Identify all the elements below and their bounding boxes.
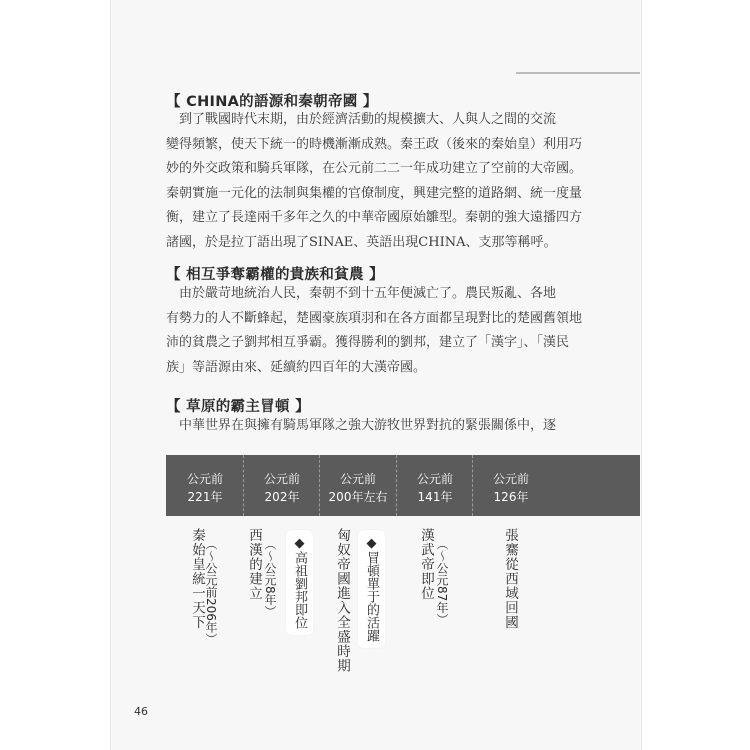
era-label: 公元前 bbox=[186, 472, 223, 486]
body-line: 族」等語源由來、延續約四百年的大漢帝國。 bbox=[166, 359, 427, 375]
page-number: 46 bbox=[134, 705, 148, 718]
era-year: 126年 bbox=[493, 490, 529, 504]
top-rule bbox=[516, 72, 640, 74]
era-year: 141年 bbox=[417, 490, 453, 504]
event-modu-card: ◆冒頓單于的活躍 bbox=[358, 530, 385, 648]
body-line: 到了戰國時代末期，由於經濟活動的規模擴大、人與人之間的交流 bbox=[166, 112, 557, 127]
era-221bc bbox=[166, 455, 244, 516]
era-202bc bbox=[243, 455, 321, 516]
event-western-han: 西漢的建立 bbox=[246, 528, 262, 601]
era-200bc bbox=[319, 455, 397, 516]
era-126bc bbox=[472, 455, 550, 516]
body-line: 妙的外交政策和騎兵軍隊，在公元前二二一年成功建立了空前的大帝國。 bbox=[166, 161, 583, 176]
era-label: 公元前 bbox=[416, 472, 453, 486]
event-qin-unification: 秦始皇統一天下 bbox=[189, 528, 205, 630]
body-line: 中華世界在與擁有騎馬軍隊之強大游牧世界對抗的緊張關係中，逐 bbox=[166, 418, 557, 433]
body-line: 由於嚴苛地統治人民，秦朝不到十五年便滅亡了。農民叛亂、各地 bbox=[166, 286, 557, 301]
body-line: 諸國，於是拉丁語出現了SINAE、英語出現CHINA、支那等稱呼。 bbox=[166, 234, 557, 250]
body-line: 秦朝實施一元化的法制與集權的官僚制度，興建完整的道路網、統一度量 bbox=[166, 185, 583, 201]
era-141bc bbox=[396, 455, 474, 516]
era-year: 200年左右 bbox=[328, 490, 388, 504]
event-liubang-card: ◆高祖劉邦即位 bbox=[286, 530, 313, 635]
event-western-han-note: （～公元8年） bbox=[263, 538, 277, 618]
timeline-band bbox=[166, 455, 640, 516]
body-line: 有勢力的人不斷蜂起，楚國豪族項羽和在各方面都呈現對比的楚國舊領地 bbox=[166, 310, 583, 326]
body-line: 變得頻繁，使天下統一的時機漸漸成熟。秦王政（後來的秦始皇）利用巧 bbox=[166, 136, 583, 152]
section-heading-china: 【 CHINA的語源和秦朝帝國 】 bbox=[166, 94, 378, 110]
event-han-wudi-note: （～公元87年） bbox=[435, 538, 449, 626]
era-label: 公元前 bbox=[263, 472, 300, 486]
event-zhang-qian-return: 張騫從西域回國 bbox=[502, 528, 518, 630]
section-heading-nobles-peasants: 【 相互爭奪霸權的貴族和貧農 】 bbox=[166, 267, 384, 283]
era-label: 公元前 bbox=[339, 472, 376, 486]
section-body-modu bbox=[166, 414, 588, 439]
section-body-china bbox=[166, 108, 588, 255]
section-heading-modu: 【 草原的霸主冒頓 】 bbox=[166, 399, 310, 415]
era-year: 202年 bbox=[264, 490, 300, 504]
event-qin-note: （～公元前206年） bbox=[204, 538, 218, 645]
event-han-wudi: 漢武帝即位 bbox=[418, 528, 434, 601]
body-line: 衡，建立了長達兩千多年之久的中華帝國原始雛型。秦朝的強大遠播四方 bbox=[166, 210, 583, 225]
event-xiongnu-peak: 匈奴帝國進入全盛時期 bbox=[334, 528, 350, 673]
body-line: 沛的貧農之子劉邦相互爭霸。獲得勝利的劉邦，建立了「漢字」、「漢民 bbox=[166, 335, 570, 350]
era-year: 221年 bbox=[187, 490, 223, 504]
section-body-nobles-peasants bbox=[166, 282, 588, 380]
era-label: 公元前 bbox=[492, 472, 529, 486]
